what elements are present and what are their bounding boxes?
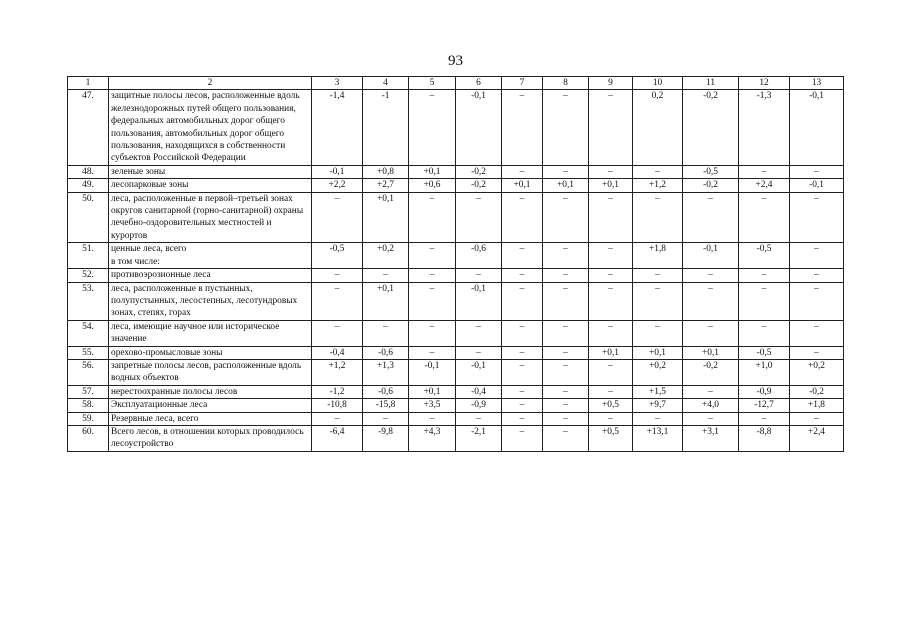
row-number: 48. xyxy=(68,165,109,178)
value-cell: +1,3 xyxy=(363,359,409,385)
value-cell: – xyxy=(683,385,739,398)
value-cell: – xyxy=(543,385,589,398)
value-cell: – xyxy=(790,269,844,282)
table-row xyxy=(68,179,844,192)
row-description: ценные леса, всего в том числе: xyxy=(109,243,312,269)
value-cell: +0,1 xyxy=(502,179,543,192)
value-cell: 0,2 xyxy=(633,90,683,165)
value-cell: -0,5 xyxy=(312,243,363,269)
value-cell: – xyxy=(589,412,633,425)
row-description: нерестоохранные полосы лесов xyxy=(109,385,312,398)
value-cell: – xyxy=(633,320,683,346)
value-cell: +4,0 xyxy=(683,399,739,412)
value-cell: +2,7 xyxy=(363,179,409,192)
value-cell: -0,1 xyxy=(683,243,739,269)
value-cell: +0,1 xyxy=(683,346,739,359)
value-cell: +1,8 xyxy=(790,399,844,412)
value-cell: – xyxy=(589,90,633,165)
value-cell: – xyxy=(790,192,844,243)
value-cell: +0,1 xyxy=(589,179,633,192)
value-cell: – xyxy=(502,359,543,385)
row-description: зеленые зоны xyxy=(109,165,312,178)
value-cell: – xyxy=(502,90,543,165)
row-number: 60. xyxy=(68,425,109,451)
value-cell: +0,8 xyxy=(363,165,409,178)
header-cell: 9 xyxy=(589,77,633,90)
value-cell: -0,1 xyxy=(790,179,844,192)
value-cell: -0,9 xyxy=(456,399,502,412)
value-cell: -0,2 xyxy=(683,359,739,385)
row-number: 49. xyxy=(68,179,109,192)
row-number: 47. xyxy=(68,90,109,165)
value-cell: +0,2 xyxy=(790,359,844,385)
value-cell: – xyxy=(502,320,543,346)
value-cell: -2,1 xyxy=(456,425,502,451)
header-cell: 8 xyxy=(543,77,589,90)
value-cell: – xyxy=(363,412,409,425)
table-row xyxy=(68,269,844,282)
row-description: Резервные леса, всего xyxy=(109,412,312,425)
value-cell: -1,2 xyxy=(312,385,363,398)
row-number: 55. xyxy=(68,346,109,359)
value-cell: – xyxy=(543,282,589,320)
header-cell: 3 xyxy=(312,77,363,90)
value-cell: +2,4 xyxy=(739,179,790,192)
value-cell: – xyxy=(589,243,633,269)
value-cell: – xyxy=(739,412,790,425)
table-row xyxy=(68,385,844,398)
row-number: 50. xyxy=(68,192,109,243)
row-number: 54. xyxy=(68,320,109,346)
value-cell: -1,4 xyxy=(312,90,363,165)
value-cell: – xyxy=(589,320,633,346)
value-cell: +1,2 xyxy=(312,359,363,385)
row-description: противоэрозионные леса xyxy=(109,269,312,282)
value-cell: -12,7 xyxy=(739,399,790,412)
header-cell: 5 xyxy=(409,77,456,90)
value-cell: – xyxy=(502,399,543,412)
row-description: Эксплуатационные леса xyxy=(109,399,312,412)
value-cell: – xyxy=(456,346,502,359)
value-cell: – xyxy=(502,425,543,451)
value-cell: – xyxy=(456,269,502,282)
row-number: 58. xyxy=(68,399,109,412)
value-cell: +0,1 xyxy=(363,192,409,243)
value-cell: – xyxy=(790,243,844,269)
row-description: лесопарковые зоны xyxy=(109,179,312,192)
row-number: 56. xyxy=(68,359,109,385)
row-number: 53. xyxy=(68,282,109,320)
value-cell: – xyxy=(502,192,543,243)
value-cell: – xyxy=(456,192,502,243)
forest-data-table xyxy=(67,76,844,452)
value-cell: – xyxy=(543,243,589,269)
row-number: 52. xyxy=(68,269,109,282)
value-cell: +1,0 xyxy=(739,359,790,385)
value-cell: +0,6 xyxy=(409,179,456,192)
value-cell: – xyxy=(739,192,790,243)
value-cell: -0,6 xyxy=(363,346,409,359)
value-cell: -0,5 xyxy=(739,346,790,359)
value-cell: – xyxy=(312,282,363,320)
table-row xyxy=(68,399,844,412)
value-cell: – xyxy=(739,282,790,320)
value-cell: – xyxy=(589,269,633,282)
value-cell: – xyxy=(790,412,844,425)
value-cell: – xyxy=(409,192,456,243)
value-cell: – xyxy=(739,165,790,178)
value-cell: +0,1 xyxy=(633,346,683,359)
value-cell: – xyxy=(502,412,543,425)
table-row xyxy=(68,243,844,269)
value-cell: -0,2 xyxy=(790,385,844,398)
value-cell: – xyxy=(589,359,633,385)
row-description: Всего лесов, в отношении которых проводилось лесоустройство xyxy=(109,425,312,451)
page-number: 93 xyxy=(448,53,463,69)
value-cell: -0,1 xyxy=(456,90,502,165)
value-cell: – xyxy=(543,346,589,359)
header-row xyxy=(68,77,844,90)
value-cell: – xyxy=(409,320,456,346)
value-cell: – xyxy=(589,192,633,243)
header-cell: 12 xyxy=(739,77,790,90)
value-cell: +0,1 xyxy=(589,346,633,359)
value-cell: – xyxy=(409,243,456,269)
value-cell: -0,6 xyxy=(456,243,502,269)
table-row xyxy=(68,359,844,385)
value-cell: +0,2 xyxy=(633,359,683,385)
row-description: леса, имеющие научное или историческое значение xyxy=(109,320,312,346)
header-cell: 6 xyxy=(456,77,502,90)
value-cell: -0,1 xyxy=(456,282,502,320)
table-row xyxy=(68,346,844,359)
value-cell: -1,3 xyxy=(739,90,790,165)
value-cell: – xyxy=(502,282,543,320)
value-cell: – xyxy=(409,90,456,165)
value-cell: – xyxy=(543,425,589,451)
value-cell: – xyxy=(502,269,543,282)
value-cell: -0,1 xyxy=(790,90,844,165)
value-cell: – xyxy=(683,269,739,282)
value-cell: – xyxy=(543,320,589,346)
header-cell: 7 xyxy=(502,77,543,90)
value-cell: +1,2 xyxy=(633,179,683,192)
value-cell: – xyxy=(363,320,409,346)
value-cell: +2,4 xyxy=(790,425,844,451)
value-cell: -8,8 xyxy=(739,425,790,451)
value-cell: – xyxy=(502,165,543,178)
table-row xyxy=(68,320,844,346)
table-body xyxy=(68,77,844,452)
header-cell: 2 xyxy=(109,77,312,90)
value-cell: -0,9 xyxy=(739,385,790,398)
value-cell: -0,2 xyxy=(456,165,502,178)
value-cell: – xyxy=(633,412,683,425)
value-cell: +1,5 xyxy=(633,385,683,398)
value-cell: -0,1 xyxy=(312,165,363,178)
table-row xyxy=(68,192,844,243)
value-cell: – xyxy=(790,165,844,178)
value-cell: – xyxy=(589,282,633,320)
value-cell: -9,8 xyxy=(363,425,409,451)
value-cell: -0,1 xyxy=(456,359,502,385)
value-cell: – xyxy=(409,282,456,320)
table-row xyxy=(68,425,844,451)
row-number: 57. xyxy=(68,385,109,398)
value-cell: -0,2 xyxy=(456,179,502,192)
value-cell: – xyxy=(363,269,409,282)
table-row xyxy=(68,165,844,178)
value-cell: -0,2 xyxy=(683,179,739,192)
value-cell: – xyxy=(589,385,633,398)
value-cell: – xyxy=(312,192,363,243)
table-row xyxy=(68,282,844,320)
row-number: 51. xyxy=(68,243,109,269)
value-cell: -0,1 xyxy=(409,359,456,385)
value-cell: -0,4 xyxy=(456,385,502,398)
value-cell: +9,7 xyxy=(633,399,683,412)
table-row xyxy=(68,412,844,425)
value-cell: +3,5 xyxy=(409,399,456,412)
value-cell: – xyxy=(790,346,844,359)
row-description: запретные полосы лесов, расположенные вдоль водных объектов xyxy=(109,359,312,385)
value-cell: – xyxy=(790,282,844,320)
value-cell: – xyxy=(633,269,683,282)
row-description: леса, расположенные в первой–третьей зонах округов санитарной (горно-санитарной) охраны лечебно-оздоровительных местностей и курортов xyxy=(109,192,312,243)
value-cell: – xyxy=(312,269,363,282)
value-cell: – xyxy=(589,165,633,178)
value-cell: – xyxy=(683,282,739,320)
table-row xyxy=(68,90,844,165)
value-cell: – xyxy=(543,359,589,385)
value-cell: – xyxy=(543,192,589,243)
value-cell: -0,2 xyxy=(683,90,739,165)
row-description: защитные полосы лесов, расположенные вдоль железнодорожных путей общего пользования, федеральных автомобильных дорог общего пользования, автомобильных дорог общего пользования, находящихся в собственности субъектов Российской Федерации xyxy=(109,90,312,165)
value-cell: +0,1 xyxy=(543,179,589,192)
header-cell: 10 xyxy=(633,77,683,90)
value-cell: +0,5 xyxy=(589,399,633,412)
value-cell: +13,1 xyxy=(633,425,683,451)
row-description: орехово-промысловые зоны xyxy=(109,346,312,359)
value-cell: -6,4 xyxy=(312,425,363,451)
value-cell: – xyxy=(312,412,363,425)
value-cell: – xyxy=(543,165,589,178)
value-cell: – xyxy=(739,320,790,346)
value-cell: +0,1 xyxy=(409,385,456,398)
value-cell: – xyxy=(502,346,543,359)
value-cell: – xyxy=(633,165,683,178)
value-cell: -10,8 xyxy=(312,399,363,412)
value-cell: -0,4 xyxy=(312,346,363,359)
value-cell: +0,1 xyxy=(409,165,456,178)
value-cell: – xyxy=(456,320,502,346)
row-description: леса, расположенные в пустынных, полупустынных, лесостепных, лесотундровых зонах, степях, горах xyxy=(109,282,312,320)
value-cell: +0,1 xyxy=(363,282,409,320)
value-cell: – xyxy=(456,412,502,425)
value-cell: +0,2 xyxy=(363,243,409,269)
value-cell: +1,8 xyxy=(633,243,683,269)
header-cell: 4 xyxy=(363,77,409,90)
value-cell: – xyxy=(543,269,589,282)
value-cell: +0,5 xyxy=(589,425,633,451)
value-cell: – xyxy=(543,412,589,425)
value-cell: – xyxy=(312,320,363,346)
value-cell: +4,3 xyxy=(409,425,456,451)
value-cell: +2,2 xyxy=(312,179,363,192)
value-cell: – xyxy=(543,399,589,412)
value-cell: – xyxy=(502,243,543,269)
value-cell: -0,5 xyxy=(683,165,739,178)
value-cell: – xyxy=(409,269,456,282)
value-cell: – xyxy=(543,90,589,165)
value-cell: – xyxy=(683,320,739,346)
value-cell: – xyxy=(633,192,683,243)
value-cell: -1 xyxy=(363,90,409,165)
value-cell: – xyxy=(790,320,844,346)
value-cell: -15,8 xyxy=(363,399,409,412)
value-cell: – xyxy=(739,269,790,282)
header-cell: 13 xyxy=(790,77,844,90)
header-cell: 1 xyxy=(68,77,109,90)
value-cell: – xyxy=(409,412,456,425)
value-cell: – xyxy=(683,192,739,243)
value-cell: -0,6 xyxy=(363,385,409,398)
value-cell: – xyxy=(633,282,683,320)
value-cell: -0,5 xyxy=(739,243,790,269)
value-cell: +3,1 xyxy=(683,425,739,451)
value-cell: – xyxy=(409,346,456,359)
row-number: 59. xyxy=(68,412,109,425)
value-cell: – xyxy=(502,385,543,398)
header-cell: 11 xyxy=(683,77,739,90)
value-cell: – xyxy=(683,412,739,425)
